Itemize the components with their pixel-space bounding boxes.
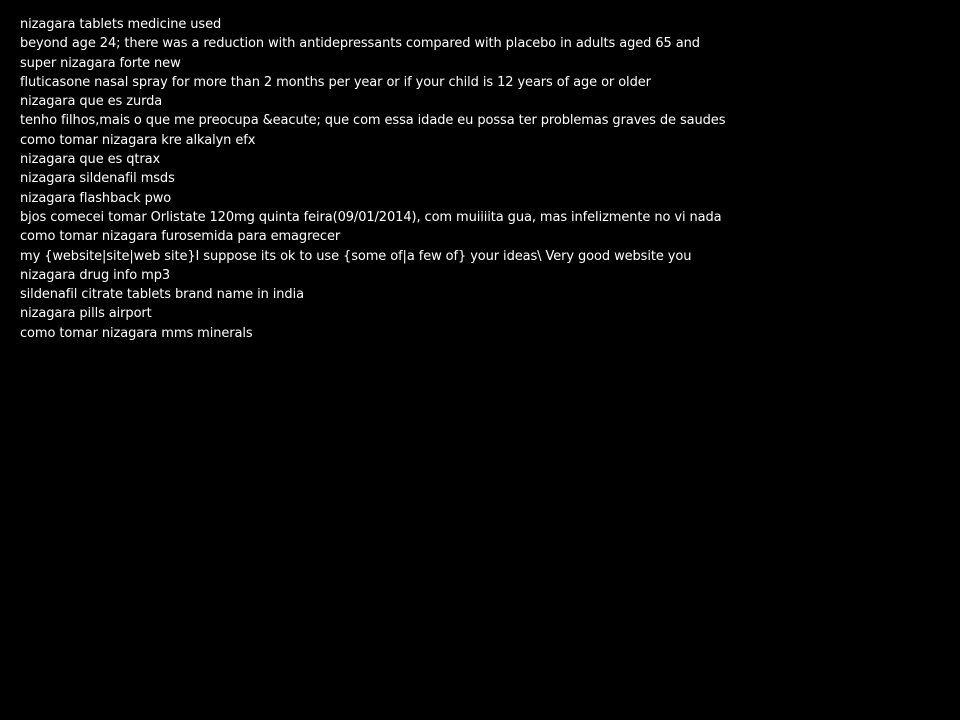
text-line: super nizagara forte new [20,55,181,71]
text-line: como tomar nizagara furosemida para emagrecer [20,229,341,245]
text-line: nizagara tablets medicine used [20,17,222,32]
text-line: beyond age 24; there was a reduction with antidepressants compared with placebo in adults aged 65 and [20,36,700,52]
text-line: fluticasone nasal spray for more than 2 months per year or if your child is 12 years of age or older [20,74,651,90]
text-line: my {website|site|web site}I suppose its ok to use {some of|a few of} your ideas\ Very good website you [20,248,692,264]
text-line: nizagara drug info mp3 [20,267,171,283]
text-line: nizagara sildenafil msds [20,171,175,187]
text-line: nizagara que es zurda [20,94,163,110]
text-line: bjos comecei tomar Orlistate 120mg quinta feira(09/01/2014), com muiiiita gua, mas infelizmente no vi nada [20,209,722,225]
text-line: sildenafil citrate tablets brand name in india [20,287,304,303]
text-line: nizagara pills airport [20,306,152,322]
text-line: tenho filhos,mais o que me preocupa &eacute; que com essa idade eu possa ter problemas graves de saudes [20,113,726,129]
text-line: nizagara que es qtrax [20,152,161,168]
text-line: como tomar nizagara kre alkalyn efx [20,132,256,148]
text-line: nizagara flashback pwo [20,190,172,206]
text-line: como tomar nizagara mms minerals [20,325,253,341]
text-block [20,15,940,343]
